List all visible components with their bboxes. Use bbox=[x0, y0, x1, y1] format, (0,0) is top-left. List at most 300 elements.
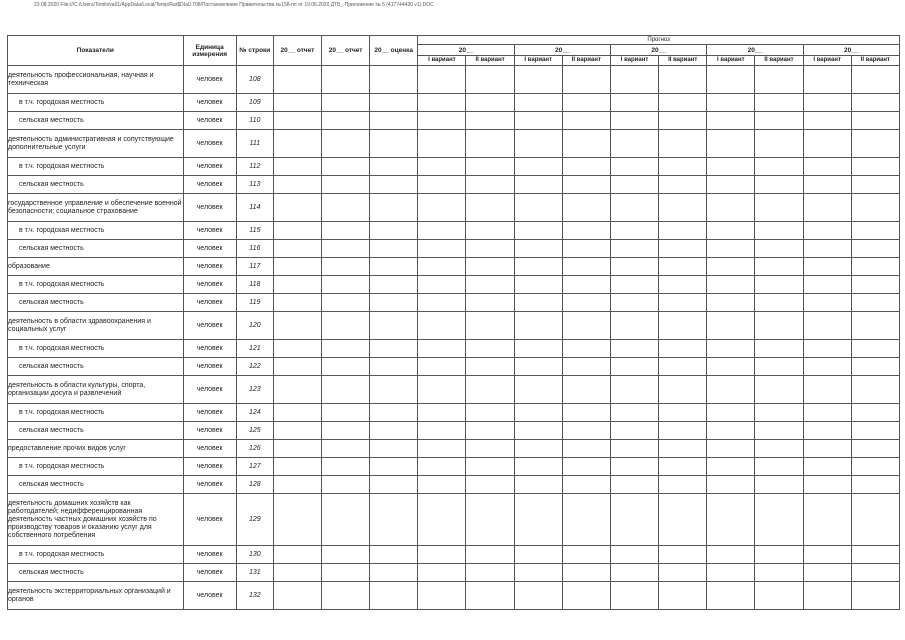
value-cell[interactable] bbox=[370, 546, 418, 564]
value-cell[interactable] bbox=[562, 176, 610, 194]
value-cell[interactable] bbox=[707, 130, 755, 158]
value-cell[interactable] bbox=[273, 546, 321, 564]
value-cell[interactable] bbox=[370, 112, 418, 130]
value-cell[interactable] bbox=[659, 112, 707, 130]
value-cell[interactable] bbox=[322, 476, 370, 494]
value-cell[interactable] bbox=[803, 564, 851, 582]
value-cell[interactable] bbox=[659, 222, 707, 240]
value-cell[interactable] bbox=[562, 112, 610, 130]
value-cell[interactable] bbox=[707, 312, 755, 340]
value-cell[interactable] bbox=[707, 158, 755, 176]
value-cell[interactable] bbox=[562, 546, 610, 564]
value-cell[interactable] bbox=[514, 422, 562, 440]
value-cell[interactable] bbox=[562, 564, 610, 582]
value-cell[interactable] bbox=[273, 404, 321, 422]
value-cell[interactable] bbox=[610, 66, 658, 94]
value-cell[interactable] bbox=[851, 94, 899, 112]
value-cell[interactable] bbox=[803, 222, 851, 240]
value-cell[interactable] bbox=[659, 476, 707, 494]
value-cell[interactable] bbox=[273, 158, 321, 176]
value-cell[interactable] bbox=[755, 112, 803, 130]
value-cell[interactable] bbox=[370, 176, 418, 194]
value-cell[interactable] bbox=[514, 458, 562, 476]
value-cell[interactable] bbox=[659, 258, 707, 276]
value-cell[interactable] bbox=[514, 176, 562, 194]
value-cell[interactable] bbox=[418, 94, 466, 112]
value-cell[interactable] bbox=[273, 458, 321, 476]
value-cell[interactable] bbox=[659, 240, 707, 258]
value-cell[interactable] bbox=[755, 458, 803, 476]
value-cell[interactable] bbox=[466, 130, 514, 158]
value-cell[interactable] bbox=[803, 112, 851, 130]
value-cell[interactable] bbox=[418, 130, 466, 158]
value-cell[interactable] bbox=[514, 582, 562, 610]
value-cell[interactable] bbox=[370, 476, 418, 494]
value-cell[interactable] bbox=[803, 458, 851, 476]
value-cell[interactable] bbox=[659, 312, 707, 340]
value-cell[interactable] bbox=[562, 66, 610, 94]
value-cell[interactable] bbox=[418, 340, 466, 358]
value-cell[interactable] bbox=[466, 240, 514, 258]
value-cell[interactable] bbox=[707, 458, 755, 476]
value-cell[interactable] bbox=[322, 340, 370, 358]
value-cell[interactable] bbox=[562, 294, 610, 312]
value-cell[interactable] bbox=[851, 358, 899, 376]
value-cell[interactable] bbox=[707, 176, 755, 194]
value-cell[interactable] bbox=[322, 276, 370, 294]
value-cell[interactable] bbox=[466, 582, 514, 610]
value-cell[interactable] bbox=[370, 94, 418, 112]
value-cell[interactable] bbox=[851, 66, 899, 94]
value-cell[interactable] bbox=[755, 376, 803, 404]
value-cell[interactable] bbox=[659, 440, 707, 458]
value-cell[interactable] bbox=[707, 194, 755, 222]
value-cell[interactable] bbox=[466, 94, 514, 112]
value-cell[interactable] bbox=[322, 194, 370, 222]
value-cell[interactable] bbox=[610, 546, 658, 564]
value-cell[interactable] bbox=[562, 494, 610, 546]
value-cell[interactable] bbox=[370, 358, 418, 376]
value-cell[interactable] bbox=[418, 440, 466, 458]
value-cell[interactable] bbox=[273, 376, 321, 404]
value-cell[interactable] bbox=[707, 112, 755, 130]
value-cell[interactable] bbox=[370, 158, 418, 176]
value-cell[interactable] bbox=[562, 312, 610, 340]
value-cell[interactable] bbox=[755, 404, 803, 422]
value-cell[interactable] bbox=[659, 376, 707, 404]
value-cell[interactable] bbox=[610, 240, 658, 258]
value-cell[interactable] bbox=[610, 422, 658, 440]
value-cell[interactable] bbox=[418, 258, 466, 276]
value-cell[interactable] bbox=[466, 358, 514, 376]
value-cell[interactable] bbox=[851, 294, 899, 312]
value-cell[interactable] bbox=[707, 440, 755, 458]
value-cell[interactable] bbox=[803, 158, 851, 176]
value-cell[interactable] bbox=[803, 340, 851, 358]
value-cell[interactable] bbox=[851, 176, 899, 194]
value-cell[interactable] bbox=[273, 294, 321, 312]
value-cell[interactable] bbox=[755, 240, 803, 258]
value-cell[interactable] bbox=[659, 422, 707, 440]
value-cell[interactable] bbox=[418, 312, 466, 340]
value-cell[interactable] bbox=[755, 546, 803, 564]
value-cell[interactable] bbox=[418, 376, 466, 404]
value-cell[interactable] bbox=[803, 130, 851, 158]
value-cell[interactable] bbox=[418, 276, 466, 294]
value-cell[interactable] bbox=[418, 476, 466, 494]
value-cell[interactable] bbox=[755, 422, 803, 440]
value-cell[interactable] bbox=[562, 258, 610, 276]
value-cell[interactable] bbox=[514, 94, 562, 112]
value-cell[interactable] bbox=[418, 294, 466, 312]
value-cell[interactable] bbox=[562, 158, 610, 176]
value-cell[interactable] bbox=[610, 94, 658, 112]
value-cell[interactable] bbox=[514, 130, 562, 158]
value-cell[interactable] bbox=[803, 66, 851, 94]
value-cell[interactable] bbox=[466, 158, 514, 176]
value-cell[interactable] bbox=[322, 294, 370, 312]
value-cell[interactable] bbox=[322, 376, 370, 404]
value-cell[interactable] bbox=[370, 564, 418, 582]
value-cell[interactable] bbox=[659, 494, 707, 546]
value-cell[interactable] bbox=[273, 340, 321, 358]
value-cell[interactable] bbox=[273, 440, 321, 458]
value-cell[interactable] bbox=[273, 494, 321, 546]
value-cell[interactable] bbox=[273, 112, 321, 130]
value-cell[interactable] bbox=[466, 546, 514, 564]
value-cell[interactable] bbox=[659, 176, 707, 194]
value-cell[interactable] bbox=[466, 440, 514, 458]
value-cell[interactable] bbox=[755, 340, 803, 358]
value-cell[interactable] bbox=[659, 276, 707, 294]
value-cell[interactable] bbox=[803, 476, 851, 494]
value-cell[interactable] bbox=[273, 312, 321, 340]
value-cell[interactable] bbox=[610, 222, 658, 240]
value-cell[interactable] bbox=[659, 294, 707, 312]
value-cell[interactable] bbox=[707, 94, 755, 112]
value-cell[interactable] bbox=[562, 276, 610, 294]
value-cell[interactable] bbox=[322, 582, 370, 610]
value-cell[interactable] bbox=[707, 582, 755, 610]
value-cell[interactable] bbox=[803, 294, 851, 312]
value-cell[interactable] bbox=[803, 376, 851, 404]
value-cell[interactable] bbox=[370, 276, 418, 294]
value-cell[interactable] bbox=[610, 376, 658, 404]
value-cell[interactable] bbox=[755, 494, 803, 546]
value-cell[interactable] bbox=[803, 276, 851, 294]
value-cell[interactable] bbox=[418, 112, 466, 130]
value-cell[interactable] bbox=[418, 564, 466, 582]
value-cell[interactable] bbox=[514, 340, 562, 358]
value-cell[interactable] bbox=[803, 240, 851, 258]
value-cell[interactable] bbox=[707, 546, 755, 564]
value-cell[interactable] bbox=[659, 546, 707, 564]
value-cell[interactable] bbox=[707, 376, 755, 404]
value-cell[interactable] bbox=[322, 404, 370, 422]
value-cell[interactable] bbox=[803, 194, 851, 222]
value-cell[interactable] bbox=[707, 476, 755, 494]
value-cell[interactable] bbox=[273, 422, 321, 440]
value-cell[interactable] bbox=[273, 94, 321, 112]
value-cell[interactable] bbox=[562, 130, 610, 158]
value-cell[interactable] bbox=[273, 130, 321, 158]
value-cell[interactable] bbox=[370, 440, 418, 458]
value-cell[interactable] bbox=[273, 194, 321, 222]
value-cell[interactable] bbox=[370, 422, 418, 440]
value-cell[interactable] bbox=[273, 66, 321, 94]
value-cell[interactable] bbox=[707, 404, 755, 422]
value-cell[interactable] bbox=[707, 240, 755, 258]
value-cell[interactable] bbox=[322, 258, 370, 276]
value-cell[interactable] bbox=[707, 276, 755, 294]
value-cell[interactable] bbox=[514, 440, 562, 458]
value-cell[interactable] bbox=[562, 240, 610, 258]
value-cell[interactable] bbox=[514, 476, 562, 494]
value-cell[interactable] bbox=[610, 340, 658, 358]
value-cell[interactable] bbox=[851, 458, 899, 476]
value-cell[interactable] bbox=[466, 564, 514, 582]
value-cell[interactable] bbox=[803, 404, 851, 422]
value-cell[interactable] bbox=[755, 176, 803, 194]
value-cell[interactable] bbox=[659, 582, 707, 610]
value-cell[interactable] bbox=[418, 458, 466, 476]
value-cell[interactable] bbox=[273, 258, 321, 276]
value-cell[interactable] bbox=[514, 564, 562, 582]
value-cell[interactable] bbox=[514, 222, 562, 240]
value-cell[interactable] bbox=[851, 376, 899, 404]
value-cell[interactable] bbox=[851, 494, 899, 546]
value-cell[interactable] bbox=[707, 422, 755, 440]
value-cell[interactable] bbox=[418, 546, 466, 564]
value-cell[interactable] bbox=[322, 66, 370, 94]
value-cell[interactable] bbox=[418, 404, 466, 422]
value-cell[interactable] bbox=[466, 194, 514, 222]
value-cell[interactable] bbox=[851, 312, 899, 340]
value-cell[interactable] bbox=[610, 564, 658, 582]
value-cell[interactable] bbox=[418, 176, 466, 194]
value-cell[interactable] bbox=[755, 476, 803, 494]
value-cell[interactable] bbox=[851, 222, 899, 240]
value-cell[interactable] bbox=[851, 582, 899, 610]
value-cell[interactable] bbox=[370, 376, 418, 404]
value-cell[interactable] bbox=[370, 240, 418, 258]
value-cell[interactable] bbox=[610, 158, 658, 176]
value-cell[interactable] bbox=[851, 276, 899, 294]
value-cell[interactable] bbox=[803, 546, 851, 564]
value-cell[interactable] bbox=[755, 276, 803, 294]
value-cell[interactable] bbox=[851, 130, 899, 158]
value-cell[interactable] bbox=[659, 94, 707, 112]
value-cell[interactable] bbox=[514, 358, 562, 376]
value-cell[interactable] bbox=[514, 294, 562, 312]
value-cell[interactable] bbox=[273, 222, 321, 240]
value-cell[interactable] bbox=[707, 358, 755, 376]
value-cell[interactable] bbox=[370, 194, 418, 222]
value-cell[interactable] bbox=[466, 376, 514, 404]
value-cell[interactable] bbox=[659, 404, 707, 422]
value-cell[interactable] bbox=[322, 458, 370, 476]
value-cell[interactable] bbox=[755, 194, 803, 222]
value-cell[interactable] bbox=[273, 358, 321, 376]
value-cell[interactable] bbox=[562, 440, 610, 458]
value-cell[interactable] bbox=[610, 130, 658, 158]
value-cell[interactable] bbox=[851, 476, 899, 494]
value-cell[interactable] bbox=[803, 440, 851, 458]
value-cell[interactable] bbox=[370, 404, 418, 422]
value-cell[interactable] bbox=[659, 130, 707, 158]
value-cell[interactable] bbox=[803, 494, 851, 546]
value-cell[interactable] bbox=[370, 312, 418, 340]
value-cell[interactable] bbox=[659, 340, 707, 358]
value-cell[interactable] bbox=[707, 494, 755, 546]
value-cell[interactable] bbox=[659, 158, 707, 176]
value-cell[interactable] bbox=[418, 66, 466, 94]
value-cell[interactable] bbox=[803, 422, 851, 440]
value-cell[interactable] bbox=[562, 94, 610, 112]
value-cell[interactable] bbox=[755, 564, 803, 582]
value-cell[interactable] bbox=[370, 458, 418, 476]
value-cell[interactable] bbox=[466, 404, 514, 422]
value-cell[interactable] bbox=[322, 176, 370, 194]
value-cell[interactable] bbox=[466, 312, 514, 340]
value-cell[interactable] bbox=[370, 294, 418, 312]
value-cell[interactable] bbox=[610, 176, 658, 194]
value-cell[interactable] bbox=[273, 240, 321, 258]
value-cell[interactable] bbox=[370, 66, 418, 94]
value-cell[interactable] bbox=[659, 358, 707, 376]
value-cell[interactable] bbox=[322, 240, 370, 258]
value-cell[interactable] bbox=[514, 194, 562, 222]
value-cell[interactable] bbox=[659, 194, 707, 222]
value-cell[interactable] bbox=[418, 240, 466, 258]
value-cell[interactable] bbox=[273, 176, 321, 194]
value-cell[interactable] bbox=[851, 240, 899, 258]
value-cell[interactable] bbox=[562, 194, 610, 222]
value-cell[interactable] bbox=[322, 440, 370, 458]
value-cell[interactable] bbox=[418, 358, 466, 376]
value-cell[interactable] bbox=[418, 422, 466, 440]
value-cell[interactable] bbox=[610, 358, 658, 376]
value-cell[interactable] bbox=[514, 546, 562, 564]
value-cell[interactable] bbox=[851, 546, 899, 564]
value-cell[interactable] bbox=[610, 258, 658, 276]
value-cell[interactable] bbox=[418, 194, 466, 222]
value-cell[interactable] bbox=[610, 276, 658, 294]
value-cell[interactable] bbox=[514, 258, 562, 276]
value-cell[interactable] bbox=[610, 494, 658, 546]
value-cell[interactable] bbox=[466, 258, 514, 276]
value-cell[interactable] bbox=[322, 94, 370, 112]
value-cell[interactable] bbox=[610, 312, 658, 340]
value-cell[interactable] bbox=[755, 358, 803, 376]
value-cell[interactable] bbox=[514, 276, 562, 294]
value-cell[interactable] bbox=[755, 130, 803, 158]
value-cell[interactable] bbox=[755, 258, 803, 276]
value-cell[interactable] bbox=[466, 112, 514, 130]
value-cell[interactable] bbox=[707, 222, 755, 240]
value-cell[interactable] bbox=[466, 340, 514, 358]
value-cell[interactable] bbox=[562, 422, 610, 440]
value-cell[interactable] bbox=[803, 582, 851, 610]
value-cell[interactable] bbox=[322, 222, 370, 240]
value-cell[interactable] bbox=[562, 340, 610, 358]
value-cell[interactable] bbox=[466, 494, 514, 546]
value-cell[interactable] bbox=[466, 458, 514, 476]
value-cell[interactable] bbox=[851, 422, 899, 440]
value-cell[interactable] bbox=[418, 222, 466, 240]
value-cell[interactable] bbox=[659, 564, 707, 582]
value-cell[interactable] bbox=[707, 340, 755, 358]
value-cell[interactable] bbox=[514, 404, 562, 422]
value-cell[interactable] bbox=[562, 404, 610, 422]
value-cell[interactable] bbox=[851, 112, 899, 130]
value-cell[interactable] bbox=[514, 66, 562, 94]
value-cell[interactable] bbox=[514, 376, 562, 404]
value-cell[interactable] bbox=[803, 258, 851, 276]
value-cell[interactable] bbox=[755, 582, 803, 610]
value-cell[interactable] bbox=[803, 176, 851, 194]
value-cell[interactable] bbox=[322, 546, 370, 564]
value-cell[interactable] bbox=[322, 312, 370, 340]
value-cell[interactable] bbox=[514, 494, 562, 546]
value-cell[interactable] bbox=[322, 422, 370, 440]
value-cell[interactable] bbox=[851, 258, 899, 276]
value-cell[interactable] bbox=[322, 494, 370, 546]
value-cell[interactable] bbox=[707, 66, 755, 94]
value-cell[interactable] bbox=[514, 112, 562, 130]
value-cell[interactable] bbox=[610, 582, 658, 610]
value-cell[interactable] bbox=[610, 194, 658, 222]
value-cell[interactable] bbox=[755, 222, 803, 240]
value-cell[interactable] bbox=[803, 94, 851, 112]
value-cell[interactable] bbox=[610, 404, 658, 422]
value-cell[interactable] bbox=[370, 582, 418, 610]
value-cell[interactable] bbox=[466, 476, 514, 494]
value-cell[interactable] bbox=[610, 112, 658, 130]
value-cell[interactable] bbox=[755, 94, 803, 112]
value-cell[interactable] bbox=[466, 222, 514, 240]
value-cell[interactable] bbox=[851, 404, 899, 422]
value-cell[interactable] bbox=[707, 564, 755, 582]
value-cell[interactable] bbox=[851, 564, 899, 582]
value-cell[interactable] bbox=[370, 340, 418, 358]
value-cell[interactable] bbox=[322, 112, 370, 130]
value-cell[interactable] bbox=[659, 458, 707, 476]
value-cell[interactable] bbox=[562, 582, 610, 610]
value-cell[interactable] bbox=[610, 476, 658, 494]
value-cell[interactable] bbox=[322, 158, 370, 176]
value-cell[interactable] bbox=[466, 294, 514, 312]
value-cell[interactable] bbox=[514, 240, 562, 258]
value-cell[interactable] bbox=[755, 294, 803, 312]
value-cell[interactable] bbox=[707, 294, 755, 312]
value-cell[interactable] bbox=[755, 66, 803, 94]
value-cell[interactable] bbox=[370, 258, 418, 276]
value-cell[interactable] bbox=[273, 476, 321, 494]
value-cell[interactable] bbox=[562, 222, 610, 240]
value-cell[interactable] bbox=[322, 130, 370, 158]
value-cell[interactable] bbox=[466, 276, 514, 294]
value-cell[interactable] bbox=[562, 458, 610, 476]
value-cell[interactable] bbox=[273, 582, 321, 610]
value-cell[interactable] bbox=[466, 176, 514, 194]
value-cell[interactable] bbox=[273, 564, 321, 582]
value-cell[interactable] bbox=[322, 358, 370, 376]
value-cell[interactable] bbox=[803, 312, 851, 340]
value-cell[interactable] bbox=[755, 312, 803, 340]
value-cell[interactable] bbox=[851, 194, 899, 222]
value-cell[interactable] bbox=[562, 358, 610, 376]
